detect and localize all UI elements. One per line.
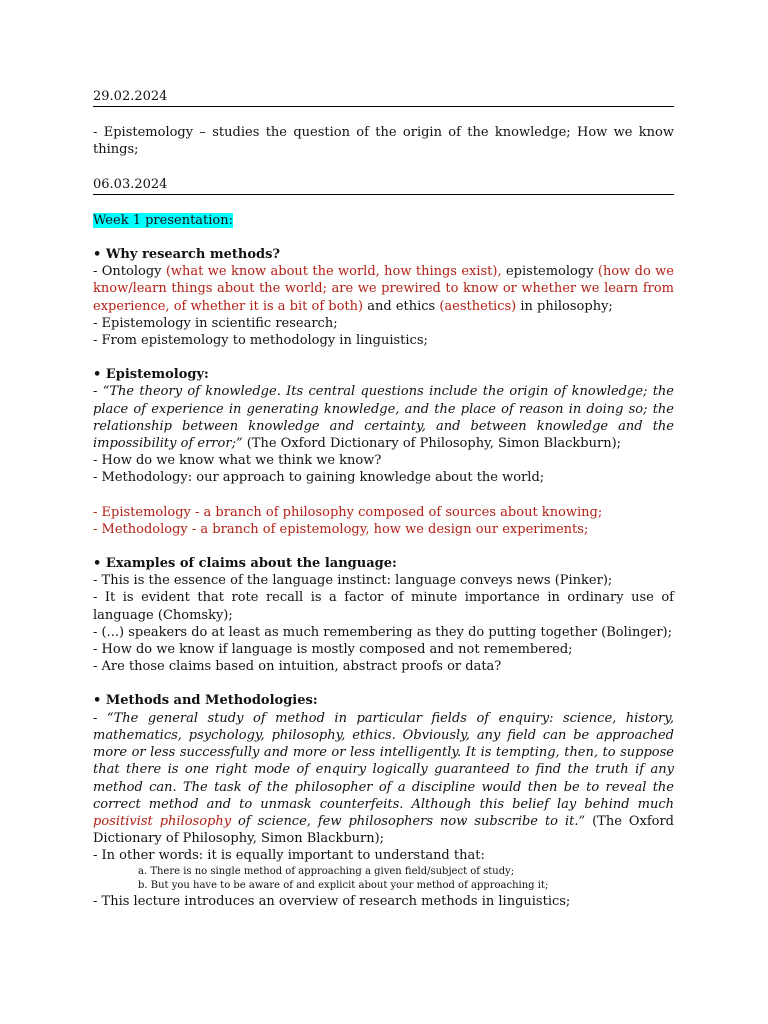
quote-text: of science, few philosophers now subscribe to it.” — [231, 813, 586, 829]
section-heading-epistemology: • Epistemology: — [93, 367, 209, 383]
epistemology-quote-paragraph — [93, 383, 674, 452]
red-term: positivist philosophy — [93, 813, 232, 829]
text-segment: and ethics — [363, 298, 440, 314]
list-item: - It is evident that rote recall is a factor of minute importance in ordinary use of language (Chomsky); — [93, 590, 674, 623]
list-item: - In other words: it is equally important to understand that: — [93, 848, 485, 864]
quote-source: (The Oxford Dictionary of Philosophy, Simon Blackburn); — [242, 436, 622, 452]
quote-text: “The general study of method in particular fields of enquiry: science, history, mathematics, psychology, philosophy, ethics. Obviously, any field can be approached more or less successfully and more or less intelligently. It is tempting, then, to suppose that there is one right mode of enquiry logically guaranteed to find the truth if any method can. The task of the philosopher of a discipline would then be to reveal the correct method and to unmask counterfeits. Although this belief lay behind much — [93, 710, 674, 812]
text-segment: in philosophy; — [516, 298, 613, 314]
text-segment: - — [93, 710, 107, 726]
section-heading-why-research-methods: • Why research methods? — [93, 247, 281, 263]
text-segment: - Ontology — [93, 264, 166, 280]
section-heading-examples-of-claims: • Examples of claims about the language: — [93, 556, 397, 572]
week-title-line — [93, 212, 674, 229]
list-item: - This lecture introduces an overview of research methods in linguistics; — [93, 893, 571, 909]
list-item: - How do we know if language is mostly composed and not remembered; — [93, 642, 573, 658]
list-item: - Are those claims based on intuition, abstract proofs or data? — [93, 659, 502, 675]
red-note: (what we know about the world, how things exist), — [165, 264, 502, 280]
list-item: - This is the essence of the language instinct: language conveys news (Pinker); — [93, 573, 613, 589]
methods-quote-paragraph — [93, 710, 674, 848]
red-list-item: - Epistemology - a branch of philosophy composed of sources about knowing; — [93, 504, 603, 520]
sub-list-item-b: b. But you have to be aware of and explicit about your method of approaching it; — [138, 879, 549, 891]
text-segment: epistemology — [501, 264, 598, 280]
list-item: - Methodology: our approach to gaining knowledge about the world; — [93, 470, 545, 486]
red-note: (how do we know/learn things about the world; are we prewired to know or whether we learn from experience, of whether it is a bit of both) — [93, 264, 674, 314]
quote-text: “The theory of knowledge. Its central questions include the origin of knowledge; the place of experience in generating knowledge, and the place of reason in doing so; the relationship between knowledge and certainty, and between knowledge and the impossibility of error;” — [93, 384, 674, 452]
text-segment: - — [93, 384, 103, 400]
sub-list-item-a: a. There is no single method of approaching a given field/subject of study; — [138, 865, 515, 877]
section-heading-methods: • Methods and Methodologies: — [93, 693, 318, 709]
document-body — [93, 88, 674, 910]
epistemology-note: - Epistemology – studies the question of the origin of the knowledge; How we know things; — [93, 125, 674, 158]
list-item: - (...) speakers do at least as much remembering as they do putting together (Bolinger); — [93, 624, 673, 640]
list-item: - From epistemology to methodology in linguistics; — [93, 333, 428, 349]
list-item: - Epistemology in scientific research; — [93, 315, 338, 331]
red-list-item: - Methodology - a branch of epistemology, how we design our experiments; — [93, 521, 589, 537]
red-note: (aesthetics) — [439, 298, 517, 314]
ontology-paragraph — [93, 263, 674, 315]
date-heading-2: 06.03.2024 — [93, 176, 674, 195]
list-item: - How do we know what we think we know? — [93, 453, 382, 469]
week-title: Week 1 presentation: — [93, 212, 234, 228]
quote-source: (The Oxford Dictionary of Philosophy, Simon Blackburn); — [93, 813, 675, 847]
date-heading-1: 29.02.2024 — [93, 88, 674, 107]
